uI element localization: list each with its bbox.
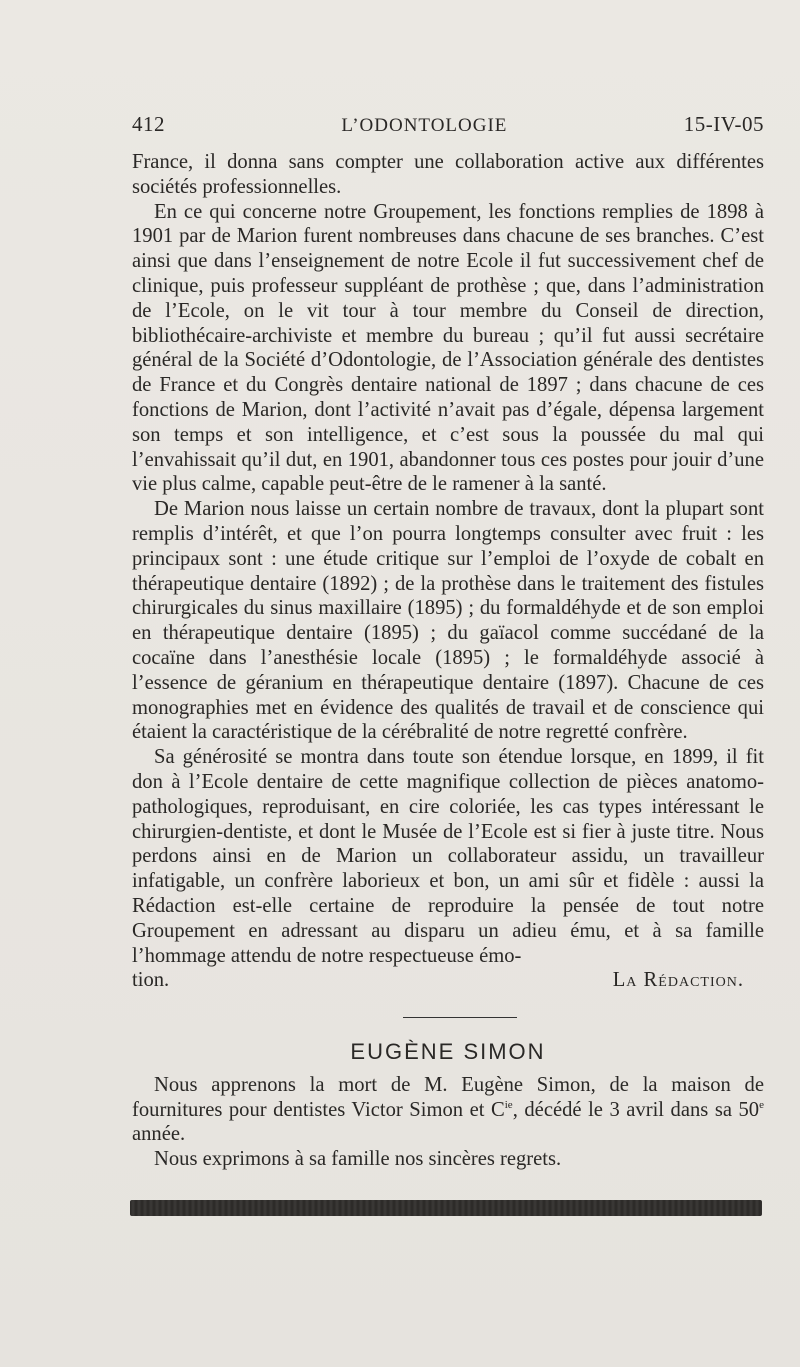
body-text: [132, 150, 764, 1172]
signature: La Rédaction.: [612, 969, 744, 992]
obituary-paragraph: Nous exprimons à sa famille nos sincères regrets.: [154, 1148, 562, 1171]
obituary-text-c: année.: [132, 1123, 186, 1146]
section-divider: [403, 1017, 517, 1018]
signature-line: [132, 968, 764, 993]
page-footer-band: [130, 1200, 762, 1216]
obituary-sup-2: e: [759, 1098, 764, 1111]
obituary-text-b: , décédé le 3 avril dans sa 50: [512, 1098, 760, 1121]
closing-word: tion.: [132, 969, 170, 992]
paragraph: France, il donna sans compter une collaboration active aux différentes sociétés professionnelles.: [132, 151, 764, 198]
page-number: 412: [132, 112, 165, 136]
paragraph: En ce qui concerne notre Groupement, les fonctions remplies de 1898 à 1901 par de Marion furent nombreuses dans chacune de ses branches. C’est ainsi que dans l’enseignement de notre Ecole il fut successivement chef de clinique, puis professeur suppléant de prothèse ; que, dans l’administration de l’Ecole, on le vit tour à tour membre du Conseil de direction, bibliothécaire-archiviste et membre du bureau ; qu’il fut aussi secrétaire général de la Société d’Odontologie, de l’Association générale des dentistes de France et du Congrès dentaire national de 1897 ; dans chacune de ces fonctions de Marion, dont l’activité n’avait pas d’égale, dépensa largement son temps et son intelligence, et c’est sous la poussée du mal qui l’envahissait qu’il dut, en 1901, abandonner tous ces postes pour jouir d’une vie plus calme, capable peut-être de le ramener à la santé.: [132, 200, 764, 496]
issue-date: 15-IV-05: [683, 112, 764, 136]
paragraph: Sa générosité se montra dans toute son étendue lorsque, en 1899, il fit don à l’Ecole dentaire de cette magnifique collection de pièces anatomo-pathologiques, reproduisant, en cire coloriée, les cas types intéressant le chirurgien-dentiste, et dont le Musée de l’Ecole est si fier à juste titre. Nous perdons ainsi en de Marion un collaborateur assidu, un travailleur infatigable, un confrère laborieux et bon, un ami sûr et fidèle : aussi la Rédaction est-elle certaine de reproduire la pensée de tout notre Groupement en adressant au disparu un adieu ému, et à sa famille l’hommage attendu de notre respectueuse émo-: [132, 746, 764, 967]
running-head: [132, 112, 764, 137]
paragraph: De Marion nous laisse un certain nombre de travaux, dont la plupart sont remplis d’intérêt, et que l’on pourra longtemps consulter avec fruit : les principaux sont : une étude critique sur l’emploi de l’oxyde de cobalt en thérapeutique dentaire (1892) ; de la prothèse dans le traitement des fistules chirurgicales du sinus maxillaire (1895) ; du formaldéhyde et de son emploi en thérapeutique dentaire (1895) ; du gaïacol comme succédané de la cocaïne dans l’anesthésie locale (1895) ; le formaldéhyde associé à l’essence de géranium en thérapeutique dentaire (1897). Chacune de ces monographies met en évidence des qualités de travail et de conscience qui étaient la caractéristique de la cérébralité de notre regretté confrère.: [132, 498, 764, 744]
journal-title: L’ODONTOLOGIE: [341, 115, 508, 136]
obituary-title: EUGÈNE SIMON: [350, 1039, 546, 1065]
obituary-sup: ie: [504, 1098, 513, 1111]
obituary-paragraph: [132, 1073, 764, 1147]
obituary-text-a: Nous apprenons la mort de M. Eugène Simon, de la maison de fournitures pour dentistes Victor Simon et C: [132, 1073, 764, 1121]
